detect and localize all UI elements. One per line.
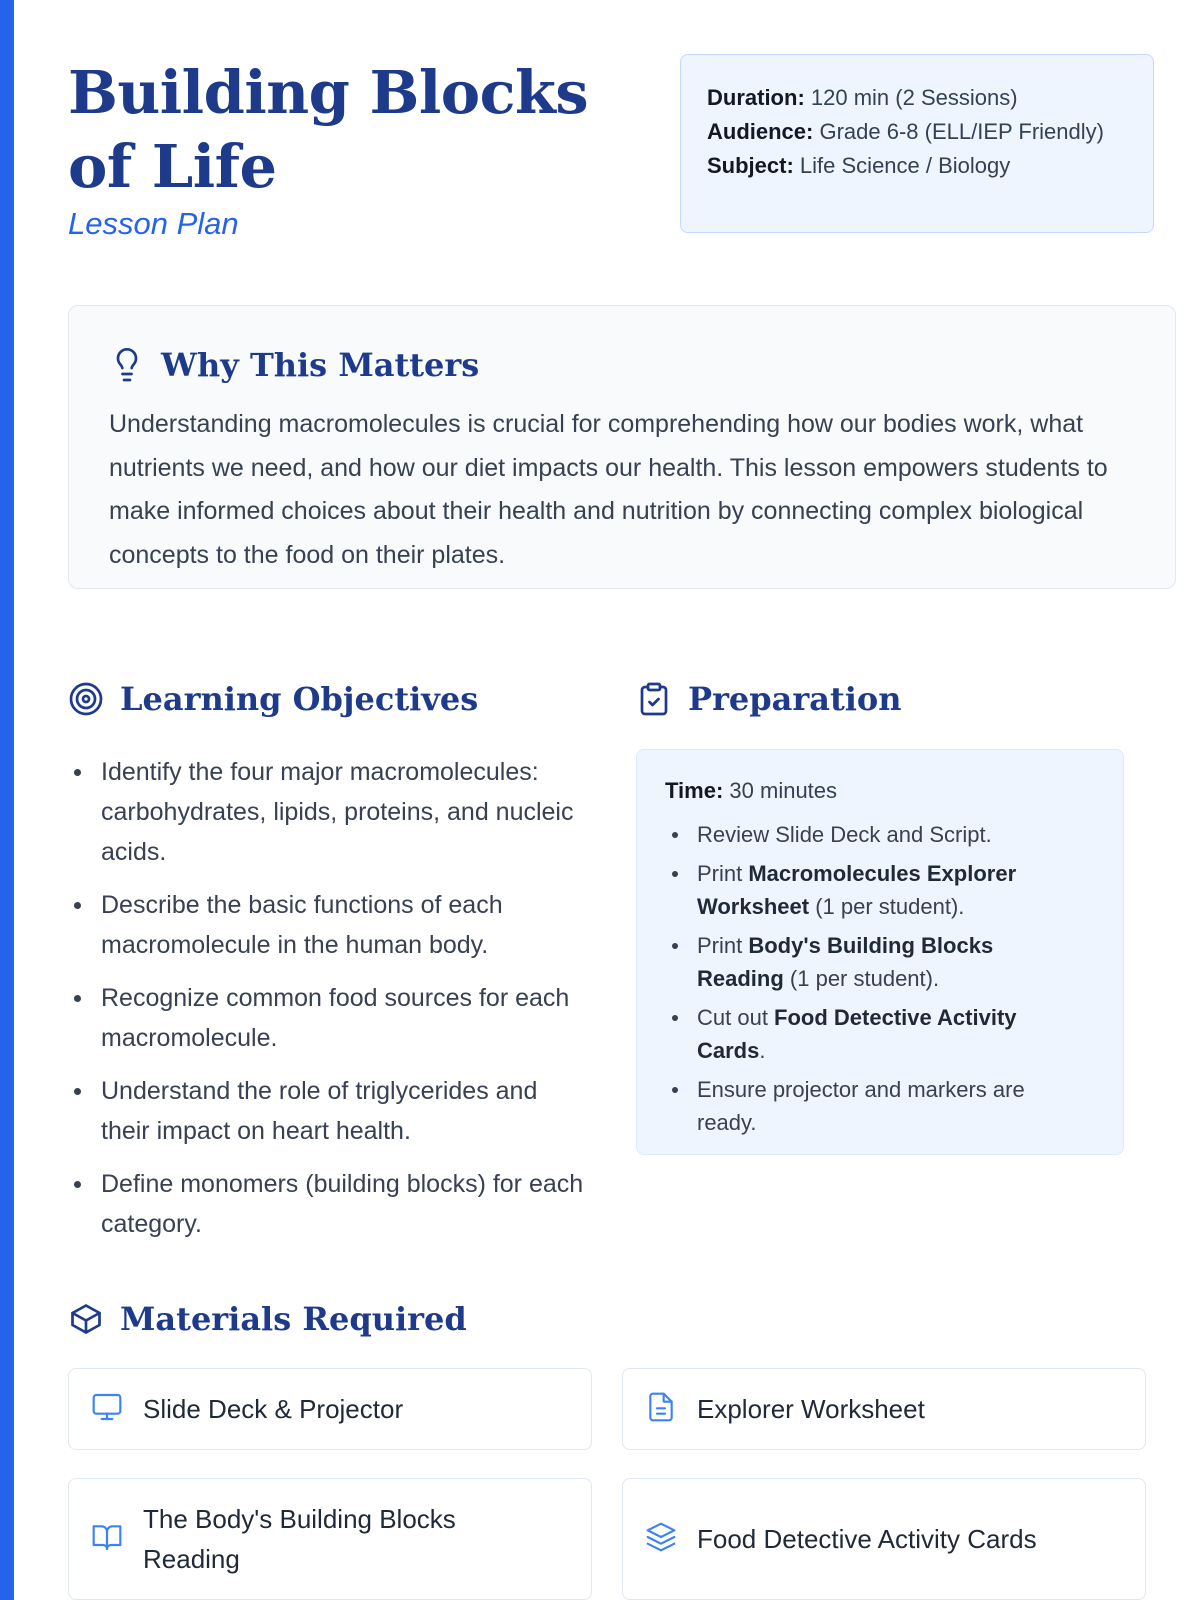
lesson-plan-page — [68, 0, 1158, 1600]
meta-duration-label: Duration: — [707, 85, 805, 110]
materials-heading — [68, 1300, 467, 1338]
meta-subject-value: Life Science / Biology — [799, 153, 1011, 178]
meta-duration-value: 120 min (2 Sessions) — [810, 85, 1018, 110]
objectives-heading-text: Learning Objectives — [120, 680, 479, 718]
materials-heading-text: Materials Required — [120, 1300, 467, 1338]
meta-duration — [707, 81, 1127, 115]
objective-item: Recognize common food sources for each macromolecule. — [68, 978, 588, 1058]
why-this-matters-panel — [68, 305, 1176, 589]
preparation-heading — [636, 680, 902, 718]
meta-subject-label: Subject: — [707, 153, 794, 178]
meta-audience-value: Grade 6-8 (ELL/IEP Friendly) — [819, 119, 1104, 144]
preparation-box — [636, 749, 1124, 1155]
box-icon — [68, 1301, 104, 1337]
prep-item-text: Ensure projector and markers are ready. — [697, 1077, 1025, 1135]
monitor-icon — [91, 1391, 123, 1428]
prep-item-text: (1 per student). — [783, 966, 940, 991]
material-card-reading — [68, 1478, 592, 1600]
lightbulb-icon — [109, 347, 145, 383]
prep-item-bold: Food Detective Activity Cards — [697, 1005, 1017, 1063]
material-label: Explorer Worksheet — [697, 1394, 925, 1424]
prep-item — [665, 1073, 1085, 1139]
material-card-activity-cards — [622, 1478, 1146, 1600]
prep-time — [665, 774, 1123, 808]
prep-item — [665, 818, 1085, 851]
material-label: Food Detective Activity Cards — [697, 1524, 1037, 1554]
prep-item-text: Print — [697, 861, 749, 886]
left-accent-bar — [0, 0, 14, 1600]
objectives-heading — [68, 680, 478, 718]
prep-list — [665, 818, 1085, 1139]
why-heading-text: Why This Matters — [161, 346, 480, 384]
meta-audience-label: Audience: — [707, 119, 814, 144]
objective-item: Understand the role of triglycerides and their impact on heart health. — [68, 1071, 588, 1151]
prep-item — [665, 929, 1085, 995]
prep-item — [665, 857, 1085, 923]
material-label: The Body's Building Blocks Reading — [143, 1504, 456, 1574]
prep-item-bold: Body's Building Blocks Reading — [697, 933, 994, 991]
material-card-worksheet — [622, 1368, 1146, 1450]
page-title: Building Blocks of Life — [68, 58, 589, 201]
clipboard-check-icon — [636, 681, 672, 717]
objectives-list — [68, 752, 588, 1257]
target-icon — [68, 681, 104, 717]
prep-item — [665, 1001, 1085, 1067]
objective-item: Identify the four major macromolecules: carbohydrates, lipids, proteins, and nucleic acids. — [68, 752, 588, 872]
layers-icon — [645, 1521, 677, 1558]
prep-item-text: (1 per student). — [809, 894, 965, 919]
prep-item-text: Print — [697, 933, 749, 958]
prep-item-text: . — [759, 1038, 766, 1063]
prep-item-text: Review Slide Deck and Script. — [697, 822, 992, 847]
meta-subject — [707, 149, 1127, 183]
preparation-heading-text: Preparation — [688, 680, 902, 718]
prep-time-label: Time: — [665, 778, 724, 803]
why-body-text: Understanding macromolecules is crucial for comprehending how our bodies work, what nutrients we need, and how our diet impacts our health. This lesson empowers students to make informed choices about their health and nutrition by connecting complex biological concepts to the food on their plates. — [109, 410, 1108, 569]
material-card-slide-deck — [68, 1368, 592, 1450]
book-open-icon — [91, 1521, 123, 1558]
why-heading — [109, 346, 479, 384]
prep-item-text: Cut out — [697, 1005, 775, 1030]
prep-item-bold: Macromolecules Explorer Worksheet — [697, 861, 1017, 919]
objective-item: Define monomers (building blocks) for each category. — [68, 1164, 588, 1244]
meta-audience — [707, 115, 1127, 149]
objective-item: Describe the basic functions of each macromolecule in the human body. — [68, 885, 588, 965]
document-icon — [645, 1391, 677, 1428]
prep-time-value: 30 minutes — [729, 778, 838, 803]
material-label: Slide Deck & Projector — [143, 1394, 404, 1424]
page-subtitle: Lesson Plan — [68, 206, 239, 241]
lesson-meta-box — [680, 54, 1154, 233]
